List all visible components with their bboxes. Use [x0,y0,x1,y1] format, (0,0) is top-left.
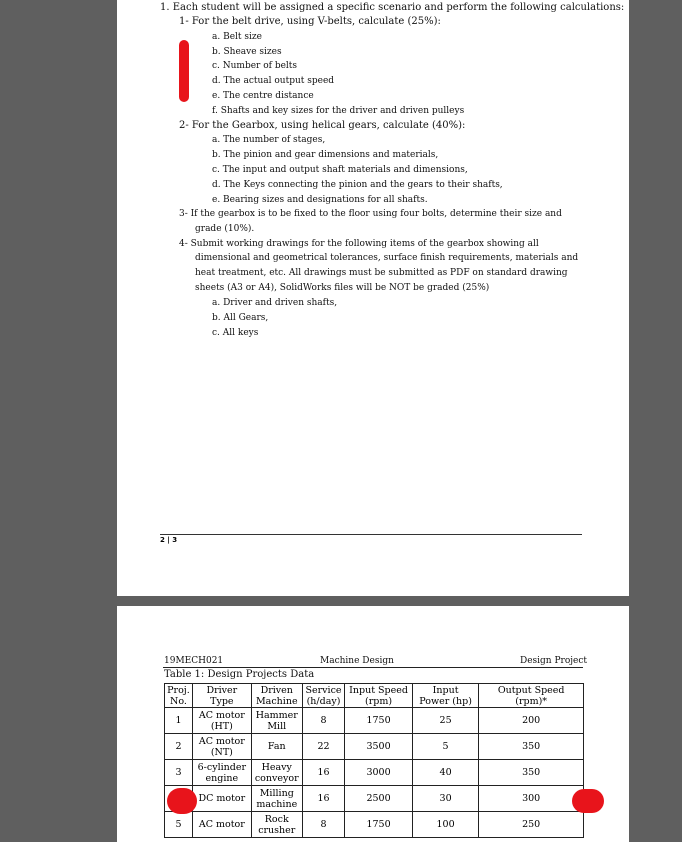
cell-service: 16 [302,760,345,786]
document-page-2 [117,0,629,596]
table-header-row [165,684,584,708]
document-page-3 [117,606,629,842]
cell-driver: DC motor [192,786,251,812]
cell-proj-no: 5 [165,812,193,838]
cell-input-speed: 1750 [345,812,413,838]
item-3-line-2: grade (10%). [195,224,255,234]
instruction-intro: 1. Each student will be assigned a specific scenario and perform the following calculations: [160,2,625,13]
cell-driven: Hammer Mill [251,708,302,734]
page-number: 2 | 3 [160,536,178,544]
table-row [165,734,584,760]
red-annotation-dot [167,788,197,814]
item-2c: c. The input and output shaft materials and dimensions, [212,165,468,175]
red-annotation-dot [572,789,604,813]
header-course-code: 19MECH021 [164,656,224,666]
table-row [165,812,584,838]
item-3-line-1: 3- If the gearbox is to be fixed to the floor using four bolts, determine their size and [179,209,562,219]
cell-service: 16 [302,786,345,812]
header-rule [163,667,583,668]
col-header: Input Power (hp) [412,684,478,708]
item-1d: d. The actual output speed [212,76,335,86]
col-header: Driven Machine [251,684,302,708]
cell-driver: AC motor (HT) [192,708,251,734]
cell-driver: AC motor [192,812,251,838]
col-header: Driver Type [192,684,251,708]
item-2-heading: 2- For the Gearbox, using helical gears, calculate (40%): [179,120,466,131]
item-4c: c. All keys [212,328,259,338]
cell-input-power: 100 [412,812,478,838]
item-2d: d. The Keys connecting the pinion and the gears to their shafts, [212,180,503,190]
cell-proj-no: 2 [165,734,193,760]
footer-rule [160,534,582,535]
table-caption: Table 1: Design Projects Data [164,669,315,680]
cell-driver: 6-cylinder engine [192,760,251,786]
item-1a: a. Belt size [212,32,262,42]
item-2b: b. The pinion and gear dimensions and materials, [212,150,439,160]
item-1-heading: 1- For the belt drive, using V-belts, calculate (25%): [179,16,441,27]
table-row [165,786,584,812]
col-header: Service (h/day) [302,684,345,708]
table-row [165,708,584,734]
cell-service: 8 [302,708,345,734]
col-header: Output Speed (rpm)* [479,684,584,708]
cell-service: 22 [302,734,345,760]
item-4-line-2: dimensional and geometrical tolerances, surface finish requirements, materials and [195,253,579,263]
cell-input-power: 40 [412,760,478,786]
cell-input-speed: 2500 [345,786,413,812]
header-course-title: Machine Design [320,656,394,666]
cell-input-speed: 1750 [345,708,413,734]
cell-driver: AC motor (NT) [192,734,251,760]
cell-output-speed: 250 [479,812,584,838]
cell-output-speed: 200 [479,708,584,734]
col-header: Input Speed (rpm) [345,684,413,708]
item-2e: e. Bearing sizes and designations for all shafts. [212,195,428,205]
item-1f: f. Shafts and key sizes for the driver and driven pulleys [212,106,465,116]
item-1c: c. Number of belts [212,61,298,71]
cell-input-power: 25 [412,708,478,734]
cell-input-speed: 3500 [345,734,413,760]
cell-output-speed: 350 [479,734,584,760]
col-header: Proj. No. [165,684,193,708]
cell-driven: Fan [251,734,302,760]
red-annotation-mark [179,40,189,102]
cell-proj-no: 1 [165,708,193,734]
header-doc-type: Design Project [520,656,588,666]
cell-service: 8 [302,812,345,838]
cell-proj-no: 3 [165,760,193,786]
item-4-line-1: 4- Submit working drawings for the following items of the gearbox showing all [179,239,539,249]
item-4-line-3: heat treatment, etc. All drawings must be submitted as PDF on standard drawing [195,268,568,278]
cell-driven: Milling machine [251,786,302,812]
cell-input-speed: 3000 [345,760,413,786]
item-4-line-4: sheets (A3 or A4), SolidWorks files will be NOT be graded (25%) [195,283,490,293]
design-projects-table [164,683,584,838]
item-1e: e. The centre distance [212,91,314,101]
table-row [165,760,584,786]
cell-input-power: 5 [412,734,478,760]
item-1b: b. Sheave sizes [212,47,282,57]
cell-output-speed: 300 [479,786,584,812]
item-2a: a. The number of stages, [212,135,326,145]
item-4a: a. Driver and driven shafts, [212,298,338,308]
item-4b: b. All Gears, [212,313,269,323]
cell-driven: Rock crusher [251,812,302,838]
cell-input-power: 30 [412,786,478,812]
cell-output-speed: 350 [479,760,584,786]
cell-driven: Heavy conveyor [251,760,302,786]
